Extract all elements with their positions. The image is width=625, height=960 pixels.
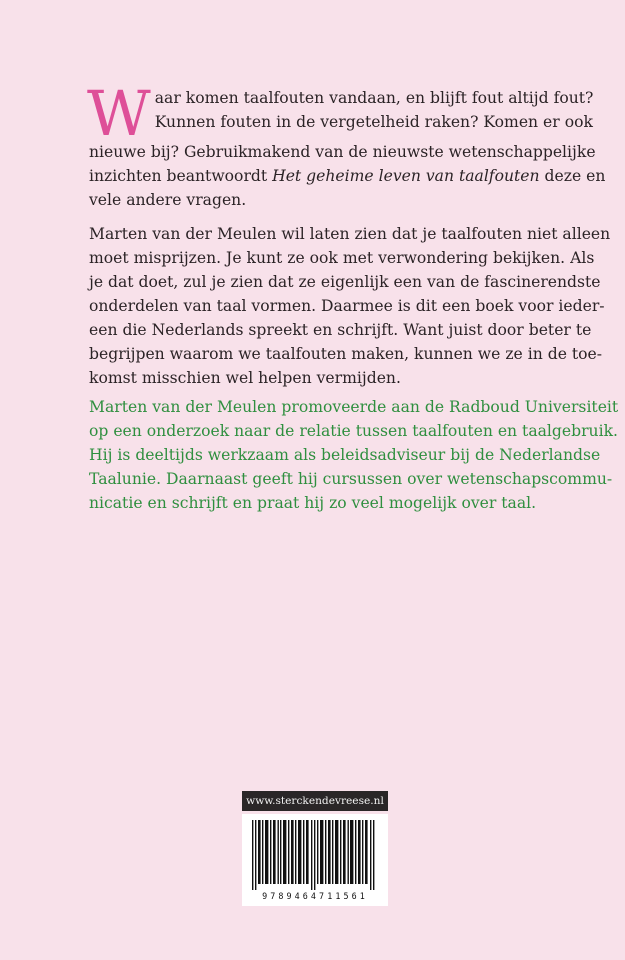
text-line: nieuwe bij? Gebruikmakend van de nieuwste wetenschappelijke [89,143,596,161]
text-line: Taalunie. Daarnaast geeft hij cursussen over wetenschapscommu- [89,470,613,488]
text-line: een die Nederlands spreekt en schrijft. Want juist door beter te [89,321,592,339]
text-line: begrijpen waarom we taalfouten maken, kunnen we ze in de toe- [89,345,603,363]
text-line: Marten van der Meulen wil laten zien dat je taalfouten niet alleen [89,225,611,243]
description-paragraph-2 [89,222,611,390]
description-paragraph-1 [87,77,606,212]
text-line: Marten van der Meulen promoveerde aan de Radboud Universiteit [89,398,619,416]
text-line: Hij is deeltijds werkzaam als beleidsadviseur bij de Nederlandse [89,446,601,464]
text-line [89,164,606,188]
book-title-italic: Het geheime leven van taalfouten [272,167,540,185]
text-line: nicatie en schrijft en praat hij zo veel mogelijk over taal. [89,494,537,512]
isbn-barcode [242,814,388,906]
text-line: op een onderzoek naar de relatie tussen taalfouten en taalgebruik. [89,422,618,440]
barcode-bars [250,820,380,890]
text-fragment: deze en [539,167,606,185]
text-fragment: inzichten beantwoordt [89,167,273,185]
isbn-digits: 9789464711561 [262,891,368,901]
text-line: Kunnen fouten in de vergetelheid raken? Komen er ook [154,113,593,131]
text-line: onderdelen van taal vormen. Daarmee is dit een boek voor ieder- [89,297,605,315]
text-line: vele andere vragen. [89,191,247,209]
text-line: komst misschien wel helpen vermijden. [89,369,401,387]
text-line: aar komen taalfouten vandaan, en blijft fout altijd fout? [154,89,594,107]
drop-cap: W [87,77,151,150]
publisher-website: www.sterckendevreese.nl [242,791,388,811]
author-bio [89,395,619,515]
text-line: moet misprijzen. Je kunt ze ook met verwondering bekijken. Als [89,249,595,267]
text-line: je dat doet, zul je zien dat ze eigenlijk een van de fascinerendste [89,273,601,291]
